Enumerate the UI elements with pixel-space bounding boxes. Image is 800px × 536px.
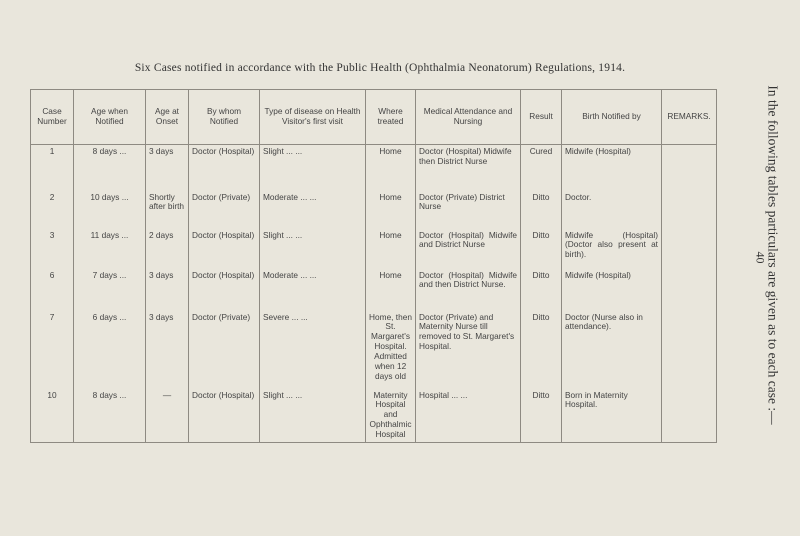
col-header-birth-notified: Birth Notified by <box>562 90 662 145</box>
notified-by: Doctor (Hospital) <box>189 389 260 443</box>
page-number: 40 <box>753 251 768 264</box>
where-treated: Home <box>366 269 416 311</box>
header-row <box>31 90 717 145</box>
where-treated: Maternity Hospital and Ophthalmic Hospital <box>366 389 416 443</box>
medical-attendance: Doctor (Hospital) Midwife and District Nurse <box>416 229 521 269</box>
remarks <box>662 145 717 191</box>
table-row <box>31 145 717 191</box>
case-number: 2 <box>31 191 74 229</box>
medical-attendance: Doctor (Private) and Maternity Nurse till removed to St. Margaret's Hospital. <box>416 311 521 389</box>
page-title: Six Cases notified in accordance with the Public Health (Ophthalmia Neonatorum) Regulations, 1914. <box>134 62 626 74</box>
case-number: 6 <box>31 269 74 311</box>
case-number: 10 <box>31 389 74 443</box>
remarks <box>662 389 717 443</box>
medical-attendance: Doctor (Hospital) Midwife and then District Nurse. <box>416 269 521 311</box>
where-treated: Home <box>366 191 416 229</box>
disease-type: Slight ... ... <box>260 389 366 443</box>
notified-by: Doctor (Hospital) <box>189 229 260 269</box>
age-notified: 11 days ... <box>74 229 146 269</box>
remarks <box>662 269 717 311</box>
birth-notified-by: Midwife (Hospital) <box>562 269 662 311</box>
disease-type: Slight ... ... <box>260 229 366 269</box>
col-header-notified-by: By whom Notified <box>189 90 260 145</box>
case-number: 7 <box>31 311 74 389</box>
col-header-case-number: Case Number <box>31 90 74 145</box>
col-header-remarks: REMARKS. <box>662 90 717 145</box>
notified-by: Doctor (Hospital) <box>189 145 260 191</box>
table-row <box>31 229 717 269</box>
medical-attendance: Doctor (Hospital) Midwife then District Nurse <box>416 145 521 191</box>
remarks <box>662 229 717 269</box>
birth-notified-by: Midwife (Hospital) (Doctor also present at birth). <box>562 229 662 269</box>
disease-type: Moderate ... ... <box>260 269 366 311</box>
col-header-where-treated: Where treated <box>366 90 416 145</box>
col-header-age-onset: Age at Onset <box>146 90 189 145</box>
case-number: 1 <box>31 145 74 191</box>
table-row <box>31 269 717 311</box>
medical-attendance: Hospital ... ... <box>416 389 521 443</box>
result: Ditto <box>521 191 562 229</box>
notified-by: Doctor (Hospital) <box>189 269 260 311</box>
result: Ditto <box>521 229 562 269</box>
remarks <box>662 311 717 389</box>
case-number: 3 <box>31 229 74 269</box>
table-row <box>31 191 717 229</box>
age-onset: 3 days <box>146 311 189 389</box>
side-note-text: In the following tables particulars are given as to each case :— <box>766 85 781 425</box>
medical-attendance: Doctor (Private) District Nurse <box>416 191 521 229</box>
birth-notified-by: Midwife (Hospital) <box>562 145 662 191</box>
age-notified: 8 days ... <box>74 389 146 443</box>
result: Ditto <box>521 311 562 389</box>
result: Ditto <box>521 389 562 443</box>
result: Cured <box>521 145 562 191</box>
age-notified: 7 days ... <box>74 269 146 311</box>
notified-by: Doctor (Private) <box>189 311 260 389</box>
age-onset: 2 days <box>146 229 189 269</box>
birth-notified-by: Doctor (Nurse also in attendance). <box>562 311 662 389</box>
age-notified: 8 days ... <box>74 145 146 191</box>
birth-notified-by: Doctor. <box>562 191 662 229</box>
where-treated: Home, then St. Margaret's Hospital. Admitted when 12 days old <box>366 311 416 389</box>
disease-type: Slight ... ... <box>260 145 366 191</box>
col-header-age-notified: Age when Notified <box>74 90 146 145</box>
notified-by: Doctor (Private) <box>189 191 260 229</box>
cases-table <box>30 89 717 443</box>
where-treated: Home <box>366 145 416 191</box>
col-header-disease-type: Type of disease on Health Visitor's first visit <box>260 90 366 145</box>
age-notified: 10 days ... <box>74 191 146 229</box>
age-notified: 6 days ... <box>74 311 146 389</box>
disease-type: Moderate ... ... <box>260 191 366 229</box>
result: Ditto <box>521 269 562 311</box>
col-header-result: Result <box>521 90 562 145</box>
age-onset: 3 days <box>146 269 189 311</box>
birth-notified-by: Born in Maternity Hospital. <box>562 389 662 443</box>
table-row <box>31 311 717 389</box>
age-onset: Shortly after birth <box>146 191 189 229</box>
age-onset: 3 days <box>146 145 189 191</box>
where-treated: Home <box>366 229 416 269</box>
col-header-medical-attendance: Medical Attendance and Nursing <box>416 90 521 145</box>
remarks <box>662 191 717 229</box>
table-row <box>31 389 717 443</box>
disease-type: Severe ... ... <box>260 311 366 389</box>
age-onset: — <box>146 389 189 443</box>
